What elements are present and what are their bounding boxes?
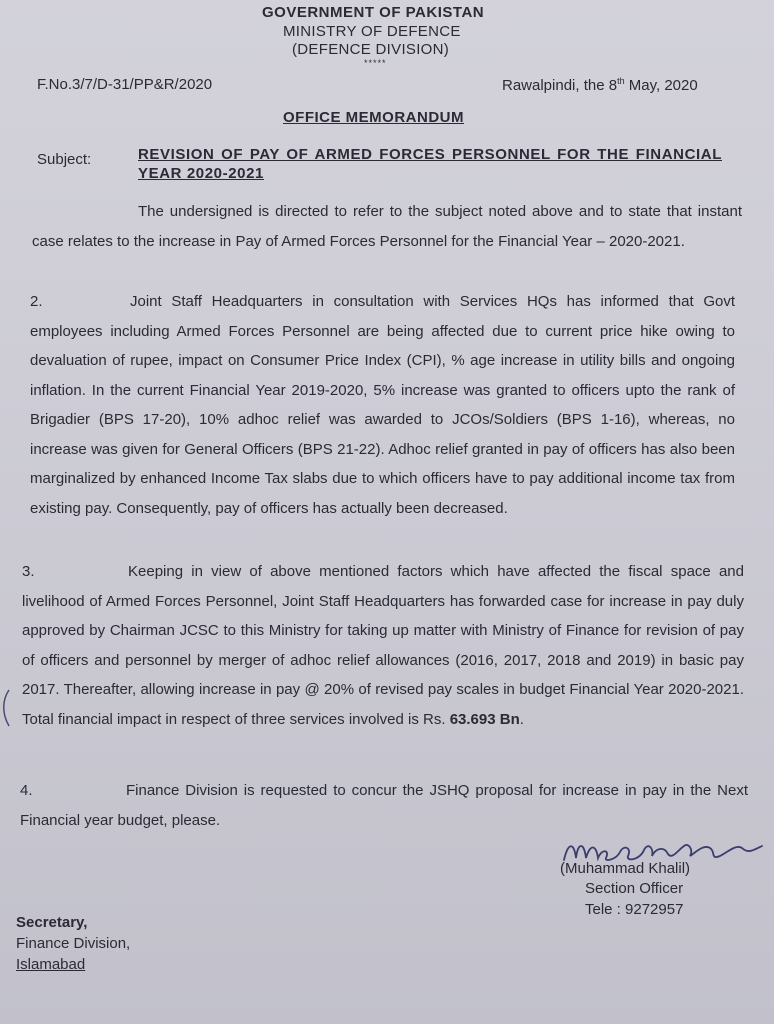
date-suffix: May, 2020 (624, 77, 698, 94)
letterhead-stars: ***** (364, 58, 387, 68)
letterhead-ministry: MINISTRY OF DEFENCE (283, 23, 461, 40)
margin-pen-mark (0, 688, 12, 728)
letterhead-government: GOVERNMENT OF PAKISTAN (262, 4, 485, 21)
memo-title: OFFICE MEMORANDUM (283, 109, 464, 126)
subject-label: Subject: (37, 151, 92, 168)
date-ordinal: th (617, 76, 625, 86)
financial-impact-amount: 63.693 Bn (449, 710, 520, 728)
file-number: F.No.3/7/D-31/PP&R/2020 (37, 76, 213, 93)
subject-text: REVISION OF PAY OF ARMED FORCES PERSONNEL FOR THE FINANCIAL YEAR 2020-2021 (138, 146, 722, 182)
paragraph-3-number: 3. (22, 563, 35, 580)
paragraph-2-text: Joint Staff Headquarters in consultation with Services HQs has informed that Govt employees including Armed Forces Personnel are being affected due to current price hike owing to devaluation of rupee, impact on Consumer Price Index (CPI), % age increase in utility bills and ongoing inflation. In the current Financial Year 2019-2020, 5% increase was granted to officers upto the rank of Brigadier (BPS 17-20), 10% adhoc relief was awarded to JCOs/Soldiers (BPS 1-16), whereas, no increase was given for General Officers (BPS 21-22). Adhoc relief granted in pay of officers has also been marginalized by enhanced Income Tax slabs due to which officers have to pay additional income tax from existing pay. Consequently, pay of officers has actually been decreased. (30, 293, 735, 517)
paragraph-4-text: Finance Division is requested to concur the JSHQ proposal for increase in pay in the Next Financial year budget, please. (20, 782, 748, 829)
date-prefix: Rawalpindi, the 8 (502, 77, 618, 94)
paragraph-2-number: 2. (30, 293, 43, 310)
paragraph-4-number: 4. (20, 782, 33, 799)
paragraph-3-end: . (519, 710, 524, 728)
date-line (502, 76, 698, 94)
paragraph-2 (30, 287, 735, 523)
paragraph-3 (22, 557, 744, 734)
signatory-designation: Section Officer (585, 880, 684, 897)
paragraph-4 (20, 776, 748, 835)
signatory-telephone: Tele : 9272957 (585, 901, 684, 918)
signatory-name: (Muhammad Khalil) (560, 860, 691, 877)
addressee-city: Islamabad (16, 956, 86, 973)
addressee-title: Secretary, (16, 914, 88, 931)
addressee-division: Finance Division, (16, 935, 131, 952)
addressee-block (16, 912, 130, 975)
letterhead-division: (DEFENCE DIVISION) (292, 41, 450, 58)
paragraph-1: The undersigned is directed to refer to the subject noted above and to state that instant case relates to the increase in Pay of Armed Forces Personnel for the Financial Year – 2020-2021. (32, 203, 742, 250)
paragraph-3-text: Keeping in view of above mentioned factors which have affected the fiscal space and livelihood of Armed Forces Personnel, Joint Staff Headquarters has forwarded case for increase in pay duly approved by Chairman JCSC to this Ministry for taking up matter with Ministry of Finance for revision of pay of officers and personnel by merger of adhoc relief allowances (2016, 2017, 2018 and 2019) in basic pay 2017. Thereafter, allowing increase in pay @ 20% of revised pay scales in budget Financial Year 2020-2021. Total financial impact in respect of three services involved is Rs. (22, 563, 744, 728)
